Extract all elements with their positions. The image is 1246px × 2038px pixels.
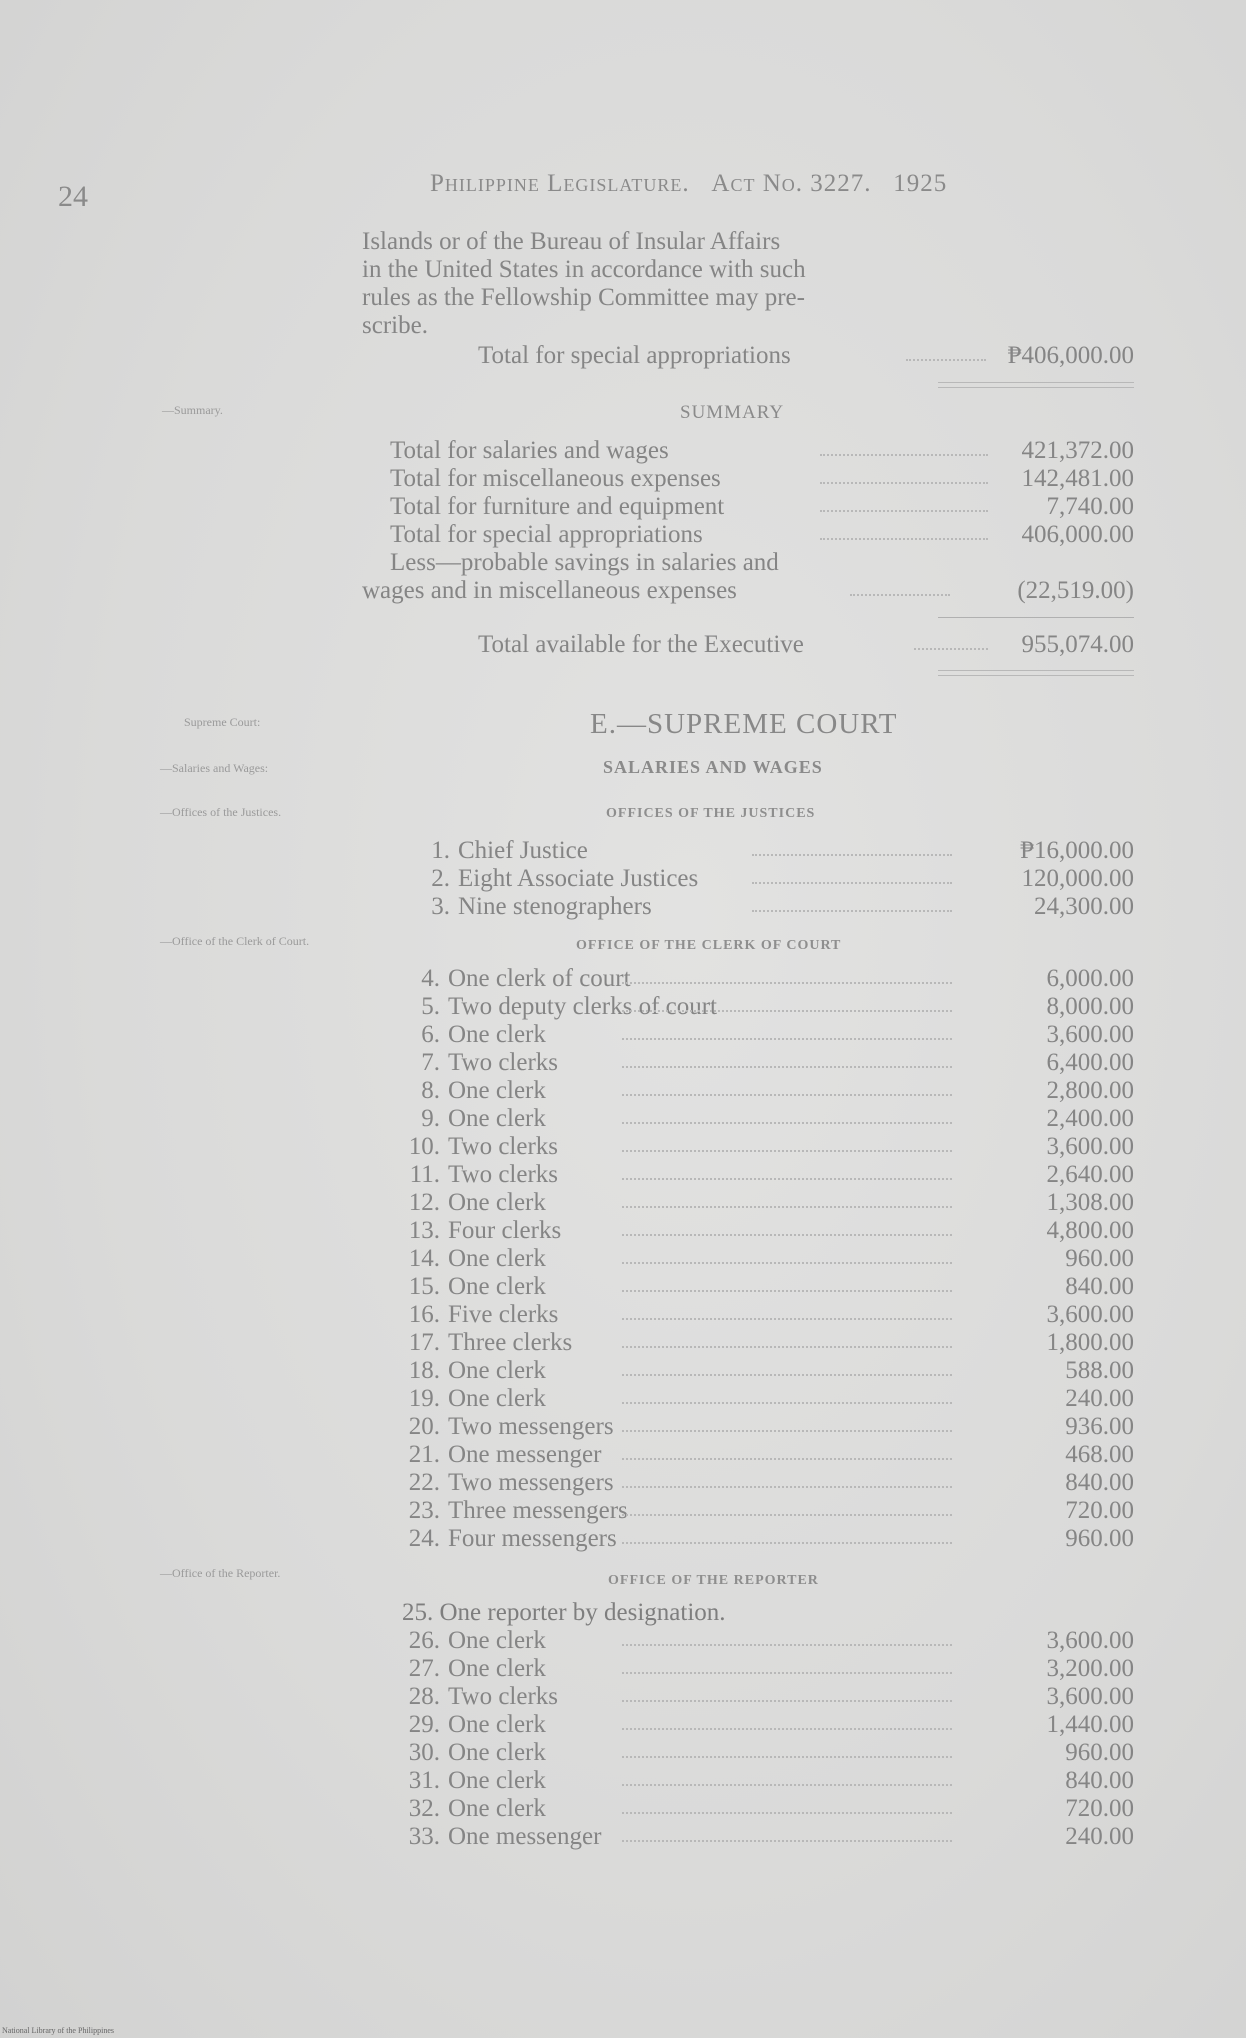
item-text: One clerk [448,1021,546,1048]
item-label [402,965,631,993]
leader-dots [914,648,988,650]
item-amount: 142,481.00 [1021,465,1134,492]
item-label [402,1823,601,1851]
item-text: One clerk [448,1627,546,1654]
page-number: 24 [58,180,88,213]
header-title: Philippine Legislature. [430,170,690,197]
margin-note-supreme-court: Supreme Court: [184,715,261,729]
item-amount: 840.00 [1065,1273,1134,1300]
item-number: 2. [431,865,450,892]
leader-dots [622,1812,952,1814]
justices-row [412,865,1134,893]
reporter-row [402,1767,1134,1795]
clerk-row [402,1021,1134,1049]
item-text: One clerk [448,1105,546,1132]
item-label [402,1133,558,1161]
special-total-label: Total for special appropriations [478,342,791,369]
item-number: 32. [408,1795,440,1822]
margin-note-reporter: —Office of the Reporter. [160,1566,281,1580]
item-amount: 840.00 [1065,1767,1134,1794]
item-text: Five clerks [448,1301,559,1328]
clerk-row [402,993,1134,1021]
leader-dots [622,1672,952,1674]
justices-heading: OFFICES OF THE JUSTICES [606,806,816,821]
footer-tag: National Library of the Philippines [2,2026,114,2035]
item-number: 7. [421,1049,440,1076]
reporter-row [402,1683,1134,1711]
leader-dots [622,1150,952,1152]
item-number: 11. [409,1161,440,1188]
item-amount: 7,740.00 [1046,493,1134,520]
item-number: 14. [408,1245,440,1272]
summary-row [390,493,1134,521]
reporter-row [402,1795,1134,1823]
leader-dots [622,1542,952,1544]
item-text: Two clerks [448,1133,559,1160]
item-label [402,993,717,1021]
reporter-first-item [402,1599,726,1627]
leader-dots [622,1262,952,1264]
summary-row [390,521,1134,549]
clerk-row [402,1049,1134,1077]
court-title: E.—SUPREME COURT [590,708,898,740]
item-label [402,1021,546,1049]
item-number: 13. [408,1217,440,1244]
item-number: 8. [421,1077,440,1104]
item-amount: 406,000.00 [1021,521,1134,548]
item-label [402,1683,558,1711]
item-amount: 240.00 [1065,1823,1134,1850]
leader-dots [622,1234,952,1236]
item-text: Chief Justice [458,837,588,864]
item-number: 4. [421,965,440,992]
item-number: 17. [408,1329,440,1356]
summary-total-amount: 955,074.00 [1021,631,1134,658]
clerk-row [402,1441,1134,1469]
leader-dots [622,1458,952,1460]
justices-row [412,837,1134,865]
leader-dots [622,1010,952,1012]
item-amount: 1,308.00 [1046,1189,1134,1216]
leader-dots [820,538,988,540]
clerk-row [402,1105,1134,1133]
item-amount: 468.00 [1065,1441,1134,1468]
item-label: Total for special appropriations [390,521,703,548]
clerk-row [402,1357,1134,1385]
item-text: One clerk [448,1385,546,1412]
item-label [402,1217,561,1245]
item-amount: 240.00 [1065,1385,1134,1412]
item-label [402,1329,572,1357]
item-number: 5. [421,993,440,1020]
reporter-row [402,1627,1134,1655]
item-label [402,1385,546,1413]
item-text: Four clerks [448,1217,562,1244]
item-amount: 120,000.00 [1021,865,1134,892]
item-label [402,1795,546,1823]
item-number: 15. [408,1273,440,1300]
item-text: Four messengers [448,1525,617,1552]
item-amount: 2,640.00 [1046,1161,1134,1188]
item-amount: 24,300.00 [1034,893,1134,920]
item-amount: 3,600.00 [1046,1627,1134,1654]
item-number: 3. [431,893,450,920]
leader-dots [622,1346,952,1348]
running-header [430,170,947,198]
item-number: 10. [408,1133,440,1160]
summary-total-label: Total available for the Executive [478,631,804,658]
item-number: 33. [408,1823,440,1850]
item-text: Nine stenographers [458,893,652,920]
item-text: One clerk [448,1739,546,1766]
item-label [412,837,588,865]
leader-dots [622,1430,952,1432]
item-number: 6. [421,1021,440,1048]
item-label [402,1189,546,1217]
item-number: 24. [408,1525,440,1552]
item-amount: 6,400.00 [1046,1049,1134,1076]
item-label [402,1245,546,1273]
item-label [402,1497,628,1525]
item-number: 1. [431,837,450,864]
item-number: 23. [408,1497,440,1524]
item-amount: 2,800.00 [1046,1077,1134,1104]
leader-dots [820,454,988,456]
leader-dots [622,1840,952,1842]
item-amount: 936.00 [1065,1413,1134,1440]
leader-dots [622,1700,952,1702]
item-amount: 3,600.00 [1046,1301,1134,1328]
leader-dots [622,1644,952,1646]
leader-dots [622,1206,952,1208]
summary-row [390,437,1134,465]
margin-note-salaries: —Salaries and Wages: [160,761,269,775]
item-label [402,1525,617,1553]
item-text: One clerk [448,1795,546,1822]
item-amount: 588.00 [1065,1357,1134,1384]
clerk-heading: OFFICE OF THE CLERK OF COURT [576,938,842,953]
summary-row [390,465,1134,493]
item-label [402,1655,546,1683]
clerk-row [402,965,1134,993]
intro-paragraph [362,228,942,340]
item-number: 12. [408,1189,440,1216]
item-number: 19. [408,1385,440,1412]
reporter-heading: OFFICE OF THE REPORTER [608,1573,819,1588]
item-label [402,1627,546,1655]
court-subtitle: SALARIES AND WAGES [603,757,823,777]
summary-rule [938,617,1134,618]
item-label [402,1469,614,1497]
clerk-row [402,1525,1134,1553]
item-label [412,865,698,893]
special-total-row [478,342,1134,370]
clerk-row [402,1133,1134,1161]
item-label [412,893,652,921]
clerk-row [402,1301,1134,1329]
reporter-row [402,1739,1134,1767]
clerk-row [402,1245,1134,1273]
item-label [402,1413,614,1441]
summary-heading: SUMMARY [680,402,785,423]
item-text: One clerk [448,1189,546,1216]
item-amount: 840.00 [1065,1469,1134,1496]
item-number: 9. [421,1105,440,1132]
item-label: Total for salaries and wages [390,437,669,464]
header-year: 1925 [893,170,948,197]
item-text: Two clerks [448,1161,559,1188]
item-number: 27. [408,1655,440,1682]
item-amount: 3,600.00 [1046,1021,1134,1048]
item-text: One clerk [448,1273,546,1300]
intro-line: Islands or of the Bureau of Insular Affairs [362,228,781,255]
item-amount: 960.00 [1065,1739,1134,1766]
item-number: 21. [408,1441,440,1468]
leader-dots [622,1318,952,1320]
clerk-row [402,1469,1134,1497]
item-text: One clerk [448,1357,546,1384]
item-number: 18. [408,1357,440,1384]
leader-dots [820,510,988,512]
item-number: 22. [408,1469,440,1496]
item-label [402,1273,546,1301]
reporter-row [402,1823,1134,1851]
item-text: One clerk [448,1245,546,1272]
leader-dots [622,1094,952,1096]
intro-line: rules as the Fellowship Committee may pre- [362,284,805,311]
item-text: Two messengers [448,1469,614,1496]
item-label [402,1161,558,1189]
leader-dots [622,1374,952,1376]
clerk-row [402,1077,1134,1105]
item-label [402,1711,546,1739]
item-amount: 1,800.00 [1046,1329,1134,1356]
leader-dots [622,982,952,984]
item-amount: 3,600.00 [1046,1683,1134,1710]
leader-dots [622,1402,952,1404]
item-number: 30. [408,1739,440,1766]
item-text: One messenger [448,1823,602,1850]
leader-dots [752,910,952,912]
leader-dots [820,482,988,484]
leader-dots [622,1784,952,1786]
leader-dots [622,1728,952,1730]
margin-note-summary: —Summary. [162,403,223,417]
item-label [402,1767,546,1795]
item-text: Eight Associate Justices [458,865,699,892]
item-label [402,1739,546,1767]
item-amount: 3,600.00 [1046,1133,1134,1160]
item-label: Total for miscellaneous expenses [390,465,721,492]
item-text: Two clerks [448,1683,559,1710]
item-amount: 6,000.00 [1046,965,1134,992]
item-label [402,1049,558,1077]
justices-row [412,893,1134,921]
item-amount: 720.00 [1065,1497,1134,1524]
intro-line: in the United States in accordance with such [362,256,806,283]
item-number: 29. [408,1711,440,1738]
item-number: 31. [408,1767,440,1794]
item-text: One clerk [448,1655,546,1682]
reporter-row [402,1711,1134,1739]
item-text: Two deputy clerks of court [448,993,718,1020]
item-label: Total for furniture and equipment [390,493,725,520]
item-amount: 421,372.00 [1021,437,1134,464]
clerk-row [402,1385,1134,1413]
item-amount: 4,800.00 [1046,1217,1134,1244]
clerk-row [402,1161,1134,1189]
special-total-amount: ₱406,000.00 [1007,342,1134,369]
item-amount: 2,400.00 [1046,1105,1134,1132]
leader-dots [752,854,952,856]
item-text: Three clerks [448,1329,573,1356]
intro-line: scribe. [362,312,428,339]
item-amount: 960.00 [1065,1525,1134,1552]
leader-dots [622,1066,952,1068]
item-label [402,1441,601,1469]
leader-dots [622,1038,952,1040]
header-act: Act No. 3227. [711,170,872,197]
leader-dots [752,882,952,884]
item-amount: 720.00 [1065,1795,1134,1822]
leader-dots [622,1178,952,1180]
item-text: One clerk [448,1767,546,1794]
margin-note-clerk: —Office of the Clerk of Court. [160,934,310,948]
summary-total-row [478,631,1134,659]
summary-less-line1: Less—probable savings in salaries and [390,549,779,576]
clerk-row [402,1329,1134,1357]
leader-dots [622,1486,952,1488]
item-text: Two clerks [448,1049,559,1076]
margin-note-justices: —Offices of the Justices. [160,805,282,819]
item-text: One clerk of court [448,965,631,992]
item-number: 25. [402,1599,434,1626]
item-number: 16. [408,1301,440,1328]
item-amount: 1,440.00 [1046,1711,1134,1738]
leader-dots [850,594,950,596]
item-label [402,1105,546,1133]
item-amount: 960.00 [1065,1245,1134,1272]
leader-dots [622,1514,952,1516]
double-rule [938,382,1134,388]
clerk-row [402,1273,1134,1301]
item-text: One messenger [448,1441,602,1468]
item-label [402,1301,558,1329]
clerk-row [402,1497,1134,1525]
summary-less-row [362,577,1134,605]
item-label: One reporter by designation. [439,1599,726,1626]
leader-dots [622,1290,952,1292]
reporter-row [402,1655,1134,1683]
clerk-row [402,1217,1134,1245]
item-number: 20. [408,1413,440,1440]
item-text: Three messengers [448,1497,628,1524]
leader-dots [906,359,986,361]
item-amount: 3,200.00 [1046,1655,1134,1682]
summary-less-amount: (22,519.00) [1017,577,1134,604]
item-label [402,1357,546,1385]
item-label [402,1077,546,1105]
item-amount: 8,000.00 [1046,993,1134,1020]
item-number: 26. [408,1627,440,1654]
clerk-row [402,1189,1134,1217]
summary-less-line2: wages and in miscellaneous expenses [362,577,737,604]
leader-dots [622,1122,952,1124]
double-rule [938,670,1134,676]
item-text: One clerk [448,1711,546,1738]
item-text: One clerk [448,1077,546,1104]
item-text: Two messengers [448,1413,614,1440]
item-amount: ₱16,000.00 [1020,837,1134,864]
clerk-row [402,1413,1134,1441]
leader-dots [622,1756,952,1758]
item-number: 28. [408,1683,440,1710]
